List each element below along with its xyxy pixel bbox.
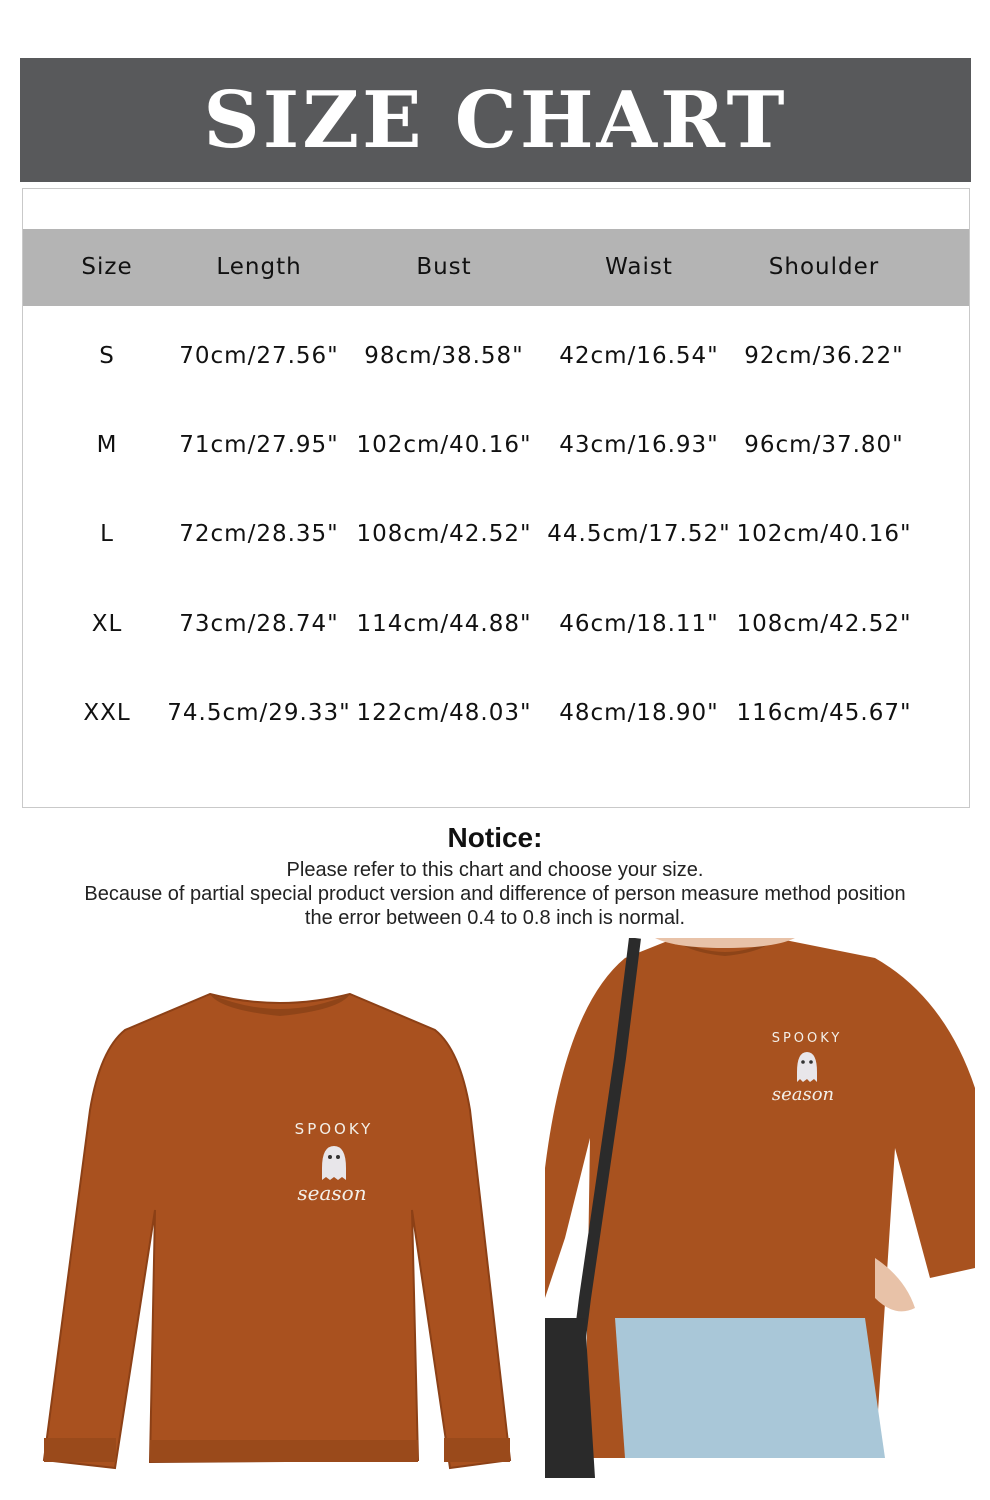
length-cell: 73cm/28.74" (179, 611, 339, 637)
shoulder-cell: 92cm/36.22" (744, 343, 904, 369)
size-chart-banner (20, 58, 971, 182)
notice-line-2: Because of partial special product version and difference of person measure method position (84, 883, 906, 905)
sweatshirt-flatlay-image (40, 990, 520, 1490)
model-wearing-image (545, 938, 980, 1498)
table-row (23, 432, 969, 472)
length-cell: 72cm/28.35" (179, 521, 339, 547)
length-cell: 71cm/27.95" (179, 432, 339, 458)
print-top-text: SPOOKY (294, 1120, 374, 1138)
table-row (23, 343, 969, 383)
waist-cell: 44.5cm/17.52" (547, 521, 731, 547)
header-length: Length (216, 254, 302, 280)
bust-cell: 108cm/42.52" (356, 521, 532, 547)
table-header-row (23, 229, 969, 306)
ghost-icon (797, 1052, 817, 1082)
bust-cell: 114cm/44.88" (356, 611, 532, 637)
table-row (23, 521, 969, 561)
table-row (23, 700, 969, 740)
header-size: Size (81, 254, 133, 280)
bust-cell: 122cm/48.03" (356, 700, 532, 726)
ghost-icon (322, 1146, 346, 1180)
size-cell: XL (91, 611, 123, 637)
print-bottom-text: season (771, 1084, 835, 1105)
table-row (23, 611, 969, 651)
waist-cell: 43cm/16.93" (559, 432, 719, 458)
size-cell: XXL (83, 700, 131, 726)
size-cell: M (96, 432, 118, 458)
length-cell: 74.5cm/29.33" (167, 700, 351, 726)
length-cell: 70cm/27.56" (179, 343, 339, 369)
bust-cell: 98cm/38.58" (364, 343, 524, 369)
header-waist: Waist (605, 254, 673, 280)
waist-cell: 48cm/18.90" (559, 700, 719, 726)
waist-cell: 42cm/16.54" (559, 343, 719, 369)
print-top-text: SPOOKY (771, 1031, 843, 1046)
size-cell: S (99, 343, 115, 369)
size-cell: L (100, 521, 114, 547)
notice-heading: Notice: (447, 822, 543, 853)
shoulder-cell: 108cm/42.52" (736, 611, 912, 637)
header-bust: Bust (416, 254, 472, 280)
notice-block (0, 822, 990, 930)
shoulder-cell: 116cm/45.67" (736, 700, 912, 726)
header-shoulder: Shoulder (768, 254, 880, 280)
waist-cell: 46cm/18.11" (559, 611, 719, 637)
page-title: SIZE CHART (203, 74, 788, 166)
size-table (22, 188, 970, 808)
notice-line-3: the error between 0.4 to 0.8 inch is normal. (304, 907, 686, 929)
bust-cell: 102cm/40.16" (356, 432, 532, 458)
shoulder-cell: 102cm/40.16" (736, 521, 912, 547)
notice-line-1: Please refer to this chart and choose your size. (286, 859, 704, 881)
print-bottom-text: season (297, 1181, 367, 1205)
shoulder-cell: 96cm/37.80" (744, 432, 904, 458)
